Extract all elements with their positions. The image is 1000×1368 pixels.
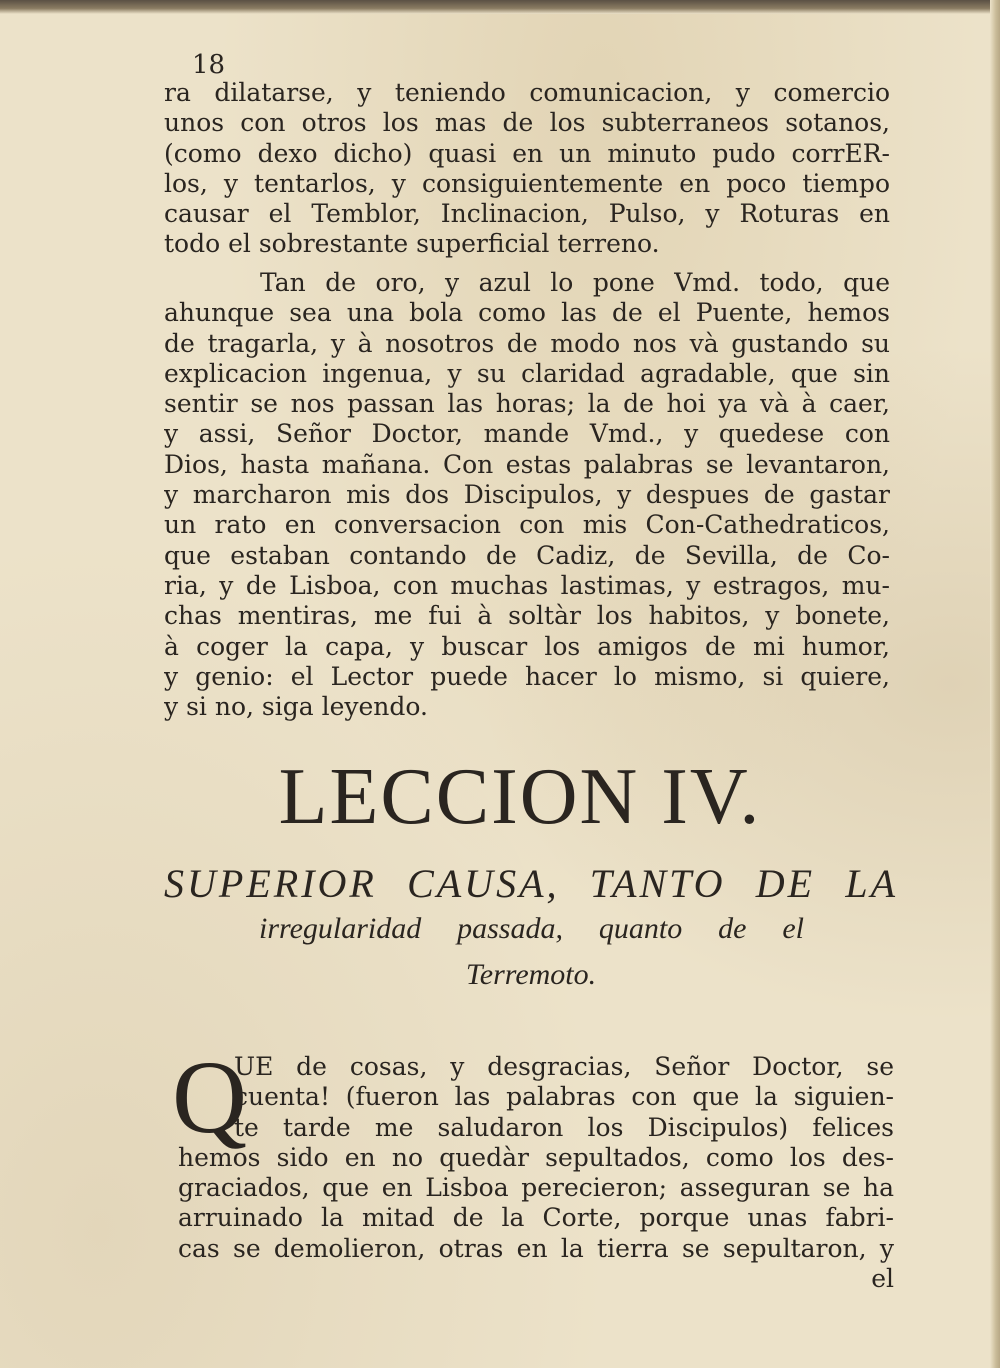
text-line: cas se demolieron, otras en la tierra se sepultaron, y [178, 1233, 894, 1263]
text-line: ra dilatarse, y teniendo comunicacion, y comercio [164, 78, 890, 107]
drop-cap: Q [172, 1040, 248, 1155]
paragraph-continuation [164, 78, 890, 260]
text-line: explicacion ingenua, y su claridad agradable, que sin [164, 358, 890, 388]
page-right-edge [990, 0, 1000, 1368]
text-line: hemos sido en no quedàr sepultados, como los des- [178, 1142, 894, 1172]
text-line: los, y tentarlos, y consiguientemente en poco tiempo [164, 168, 890, 198]
text-line: à coger la capa, y buscar los amigos de mi humor, [164, 631, 890, 661]
lesson-heading: LECCION IV. [278, 753, 762, 841]
text-line: y genio: el Lector puede hacer lo mismo, si quiere, [164, 661, 890, 691]
text-line: y si no, siga leyendo. [164, 692, 428, 722]
subtitle-line: Terremoto. [465, 958, 597, 991]
text-line: unos con otros los mas de los subterraneos sotanos, [164, 108, 890, 138]
text-line: arruinado la mitad de la Corte, porque unas fabri- [178, 1203, 894, 1233]
text-line: un rato en conversacion con mis Con-Cathedraticos, [164, 510, 890, 540]
catchword: el [871, 1264, 894, 1294]
text-line: chas mentiras, me fui à soltàr los habitos, y bonete, [164, 601, 890, 631]
page-number: 18 [192, 50, 226, 80]
text-line: ria, y de Lisboa, con muchas lastimas, y estragos, mu- [164, 570, 890, 600]
text-line: sentir se nos passan las horas; la de hoi ya và à caer, [164, 389, 890, 419]
text-line: (como dexo dicho) quasi en un minuto pudo corrER- [164, 138, 890, 168]
text-line: UE de cosas, y desgracias, Señor Doctor, se [234, 1052, 894, 1081]
text-line: de tragarla, y à nosotros de modo nos và gustando su [164, 328, 890, 358]
subtitle-line: irregularidad passada, quanto de el [259, 912, 804, 945]
text-line: ahunque sea una bola como las de el Puente, hemos [164, 298, 890, 328]
text-line: causar el Temblor, Inclinacion, Pulso, y Roturas en [164, 199, 890, 229]
page-top-edge [0, 0, 1000, 14]
text-line: te tarde me saludaron los Discipulos) felices [234, 1112, 894, 1142]
lesson-body [164, 1040, 894, 1294]
text-line: y marcharon mis dos Discipulos, y despues de gastar [164, 480, 890, 510]
text-line: y assi, Señor Doctor, mande Vmd., y quedese con [164, 419, 890, 449]
text-line: todo el sobrestante superficial terreno. [164, 229, 660, 259]
text-line: graciados, que en Lisboa perecieron; asseguran se ha [178, 1173, 894, 1203]
subtitle-line: SUPERIOR CAUSA, TANTO DE LA [164, 861, 898, 906]
text-line: Tan de oro, y azul lo pone Vmd. todo, que [260, 268, 890, 297]
paragraph-dialogue [164, 268, 890, 722]
text-line: que estaban contando de Cadiz, de Sevilla, de Co- [164, 540, 890, 570]
text-line: cuenta! (fueron las palabras con que la siguien- [234, 1082, 894, 1112]
text-line: Dios, hasta mañana. Con estas palabras se levantaron, [164, 449, 890, 479]
